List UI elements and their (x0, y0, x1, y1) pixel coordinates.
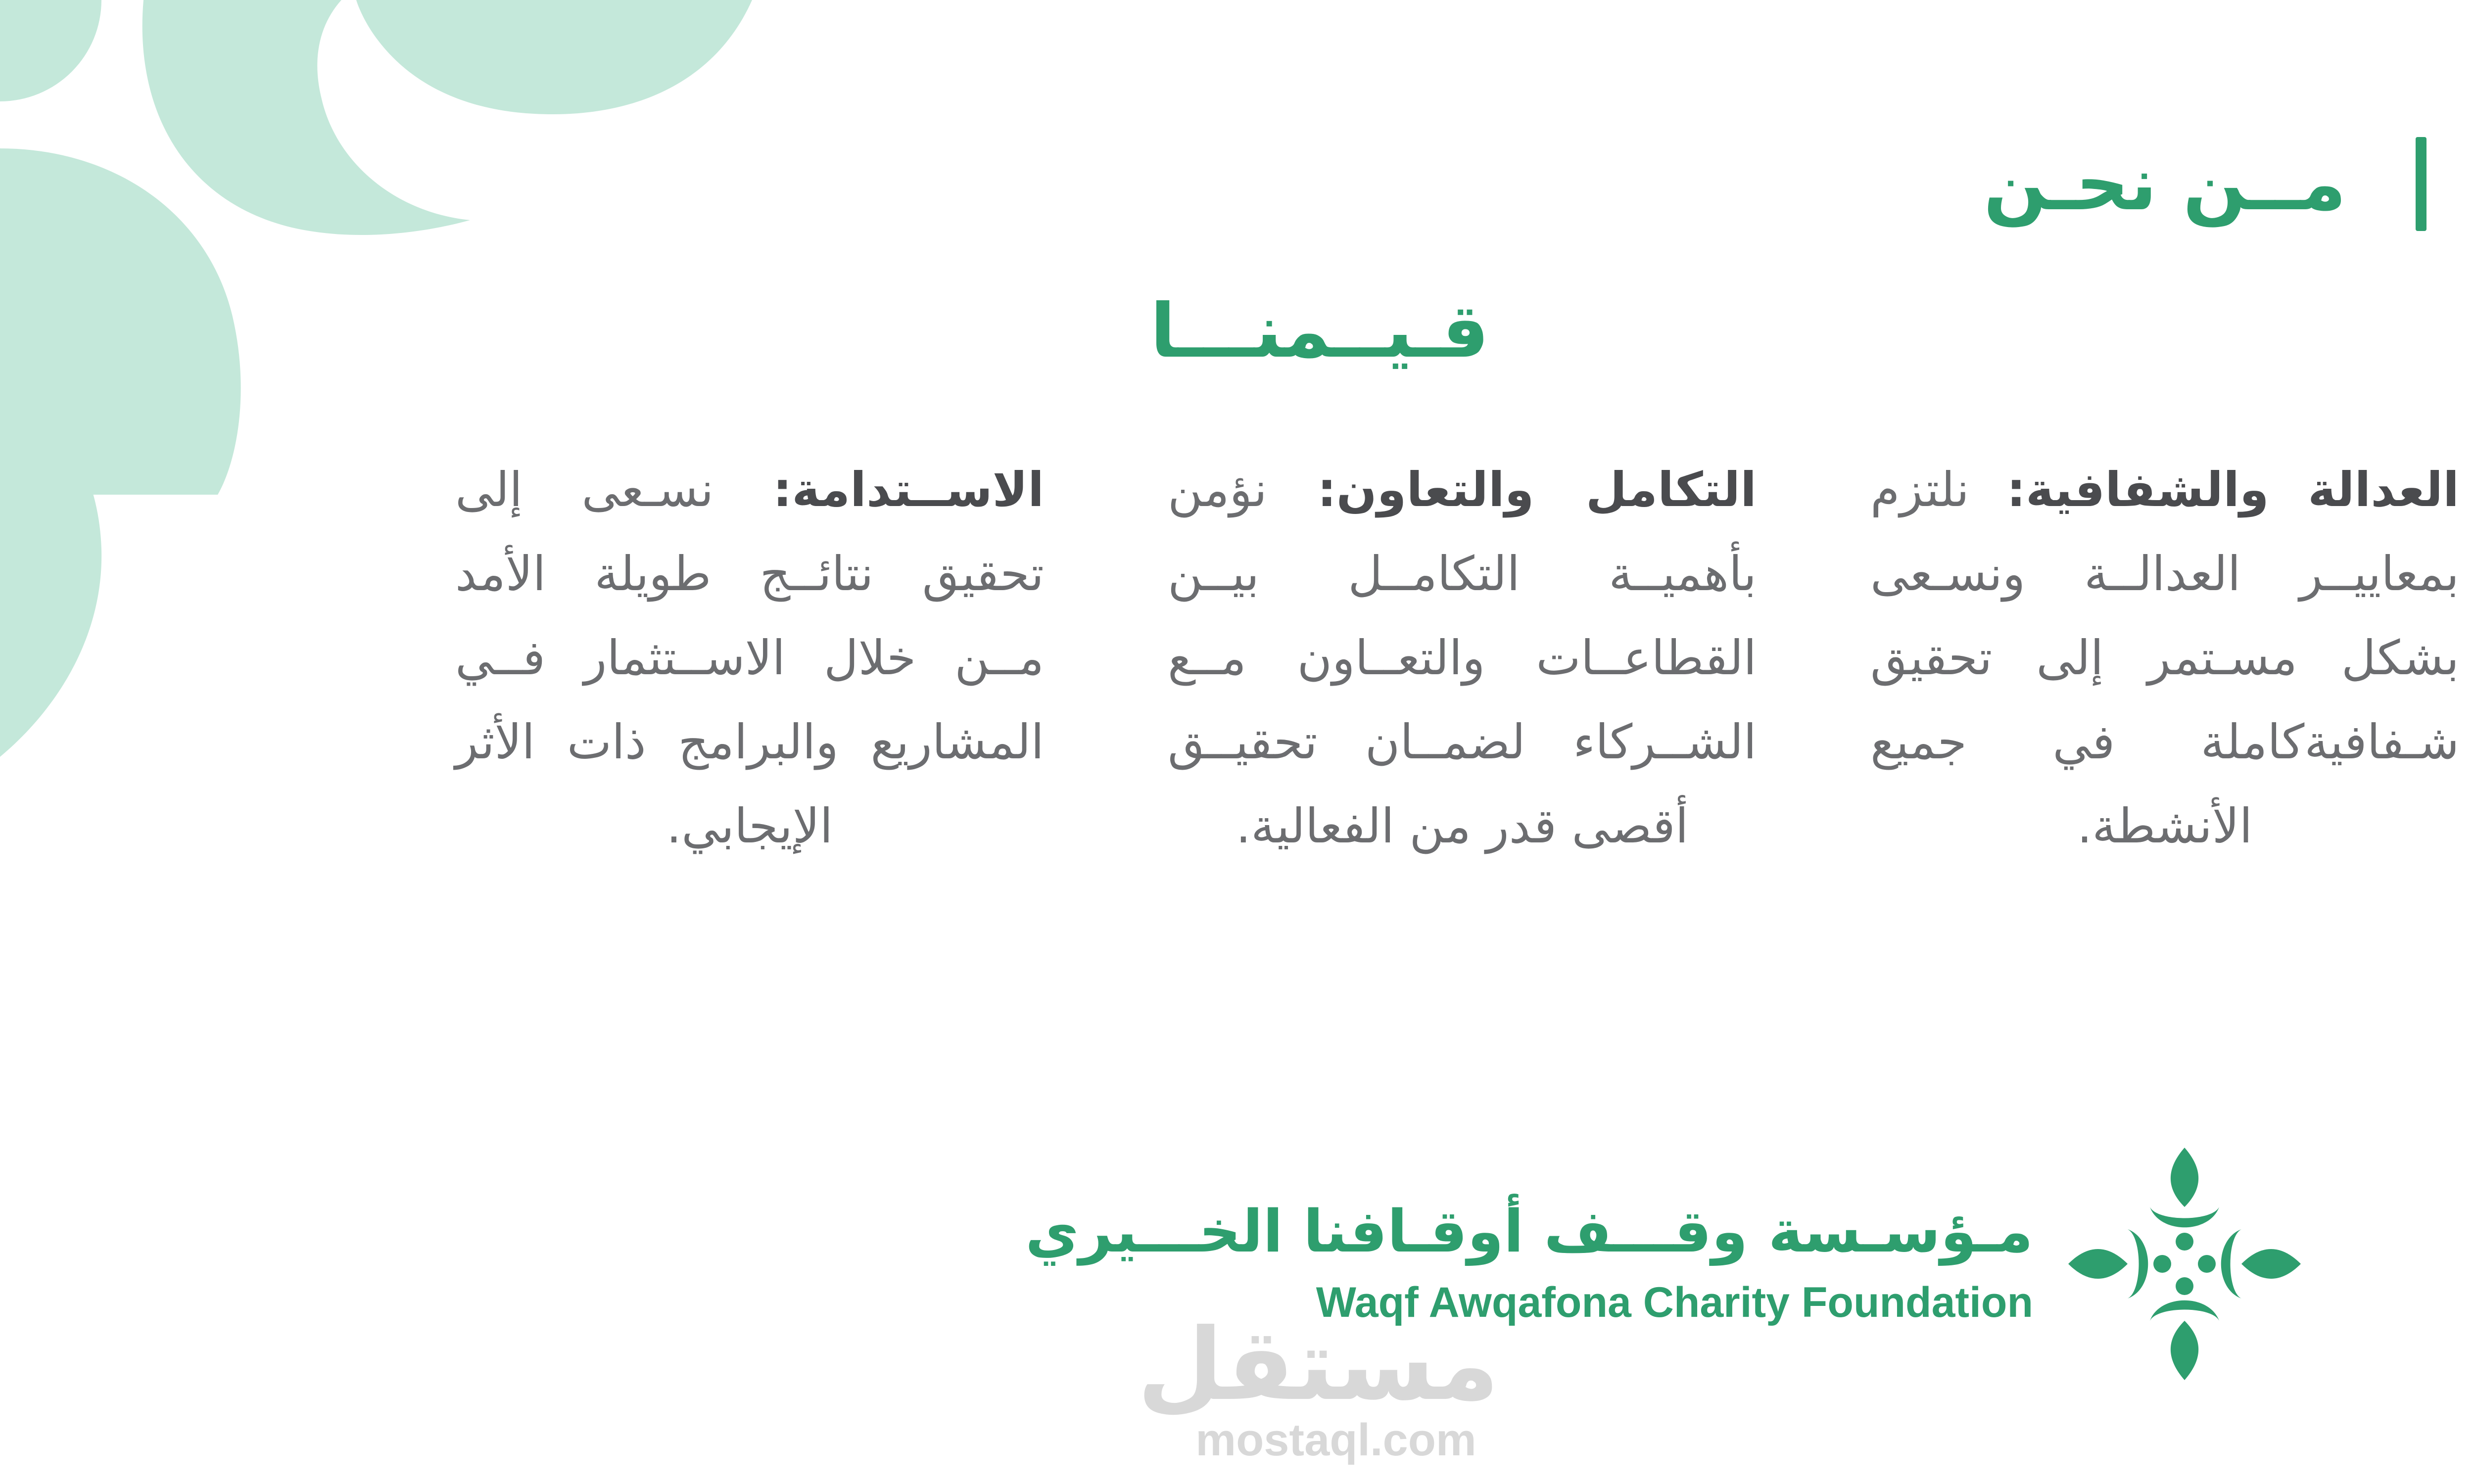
value-sustainability (455, 448, 1044, 868)
logo-dot-top (2176, 1233, 2193, 1251)
foundation-name-arabic: مـؤسـسة وقـــف أوقـافنا الخـــيري (1025, 1197, 2033, 1265)
logo-dot-bottom (2176, 1277, 2193, 1295)
logo-crescent-top (2150, 1207, 2219, 1227)
value-term: التكامل والتعاون: (1317, 462, 1757, 517)
logo-petal-right (2241, 1249, 2301, 1279)
logo-dot-left (2153, 1255, 2171, 1273)
value-description: نسـعى إلى تحقيق نتائــج طويلة الأمد مــن خلال الاســتثمار فــي المشاريع والبرامج ذات الأثر الإيجابي. (455, 462, 1044, 854)
floral-logo-icon (2068, 1148, 2301, 1380)
foundation-name-english: Waqf Awqafona Charity Foundation (1316, 1279, 2033, 1326)
logo-crescent-left (2128, 1229, 2148, 1298)
watermark-arabic: مستقل (1137, 1307, 1499, 1423)
heading-accent-bar (2416, 137, 2426, 231)
value-description: نلتزم بمعاييــر العدالــة ونسـعى بشكل مسـتمر إلى تحقيق شـفافيةكاملة في جميع الأنشطة. (1870, 462, 2459, 854)
value-description: نؤمن بأهميــة التكامــل بيــن القطاعــات والتعــاون مــع الشــركاء لضمــان تحقيــق أقصى قدر من الفعالية. (1168, 462, 1757, 854)
logo-petal-top (2171, 1148, 2198, 1207)
watermark-url: mostaql.com (1195, 1415, 1476, 1465)
values-title: قـيــمنـــا (1150, 288, 1489, 374)
logo-petal-bottom (2171, 1321, 2198, 1380)
value-justice-transparency (1870, 448, 2459, 868)
logo-dot-right (2198, 1255, 2216, 1273)
value-term: الاســتدامة: (773, 462, 1045, 517)
value-integration-cooperation (1168, 448, 1757, 868)
page-heading (1984, 135, 2426, 233)
page-title: مــن نحـن (1983, 141, 2346, 227)
value-term: العدالة والشفافية: (2006, 462, 2459, 517)
logo-petal-left (2068, 1249, 2128, 1279)
logo-crescent-right (2221, 1229, 2241, 1298)
logo-crescent-bottom (2150, 1300, 2219, 1321)
